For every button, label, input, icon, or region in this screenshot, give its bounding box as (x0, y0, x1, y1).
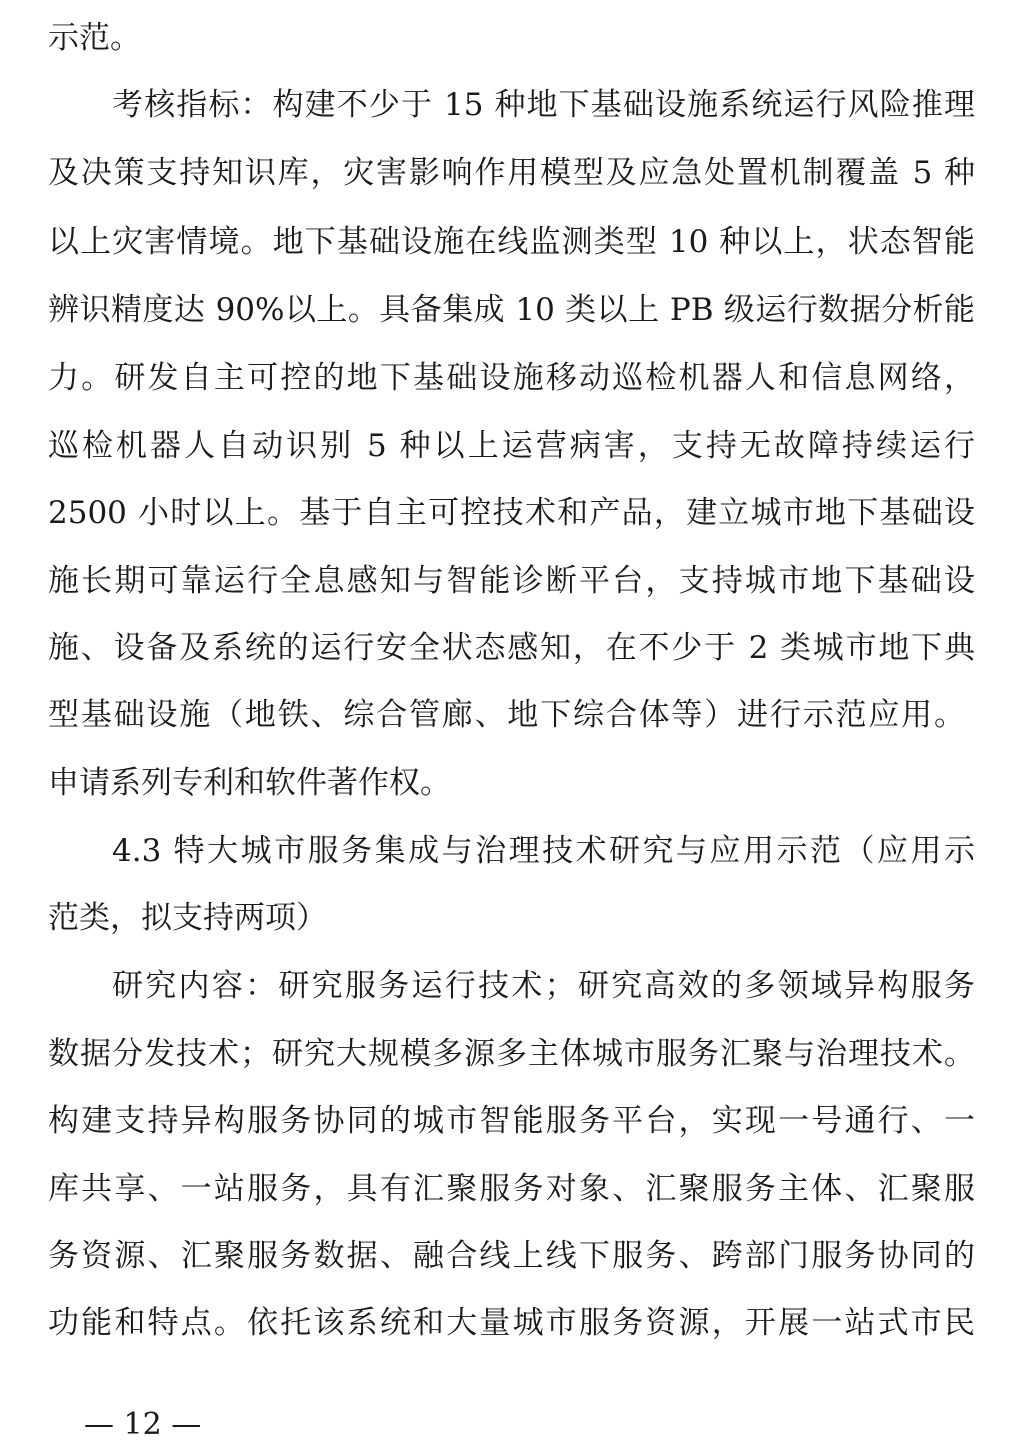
section-heading-cont: 范类，拟支持两项） (48, 900, 327, 936)
text-line: 构建支持异构服务协同的城市智能服务平台，实现一号通行、一 (48, 1103, 975, 1139)
text-line: 库共享、一站服务，具有汇聚服务对象、汇聚服务主体、汇聚服 (48, 1171, 975, 1207)
text-line: 力。研发自主可控的地下基础设施移动巡检机器人和信息网络， (48, 360, 975, 396)
text-line: 及决策支持知识库，灾害影响作用模型及应急处置机制覆盖 5 种 (48, 155, 975, 191)
text-line: 数据分发技术；研究大规模多源多主体城市服务汇聚与治理技术。 (48, 1036, 975, 1072)
text-line: 研究内容：研究服务运行技术；研究高效的多领域异构服务 (112, 968, 975, 1004)
section-heading: 4.3 特大城市服务集成与治理技术研究与应用示范（应用示 (112, 833, 975, 869)
text-line: 型基础设施（地铁、综合管廊、地下综合体等）进行示范应用。 (48, 697, 965, 733)
page-number: — 12 — (84, 1407, 202, 1442)
text-line: 巡检机器人自动识别 5 种以上运营病害，支持无故障持续运行 (48, 428, 975, 464)
text-line: 务资源、汇聚服务数据、融合线上线下服务、跨部门服务协同的 (48, 1238, 975, 1274)
text-line: 申请系列专利和软件著作权。 (48, 765, 451, 801)
text-line: 考核指标：构建不少于 15 种地下基础设施系统运行风险推理 (112, 87, 975, 123)
text-line: 功能和特点。依托该系统和大量城市服务资源，开展一站式市民 (48, 1305, 975, 1341)
text-line: 辨识精度达 90%以上。具备集成 10 类以上 PB 级运行数据分析能 (48, 292, 975, 328)
text-line: 示范。 (48, 20, 141, 56)
text-line: 施、设备及系统的运行安全状态感知，在不少于 2 类城市地下典 (48, 630, 975, 666)
text-line: 以上灾害情境。地下基础设施在线监测类型 10 种以上，状态智能 (48, 224, 975, 260)
text-line: 施长期可靠运行全息感知与智能诊断平台，支持城市地下基础设 (48, 563, 975, 599)
text-line: 2500 小时以上。基于自主可控技术和产品，建立城市地下基础设 (48, 495, 975, 531)
